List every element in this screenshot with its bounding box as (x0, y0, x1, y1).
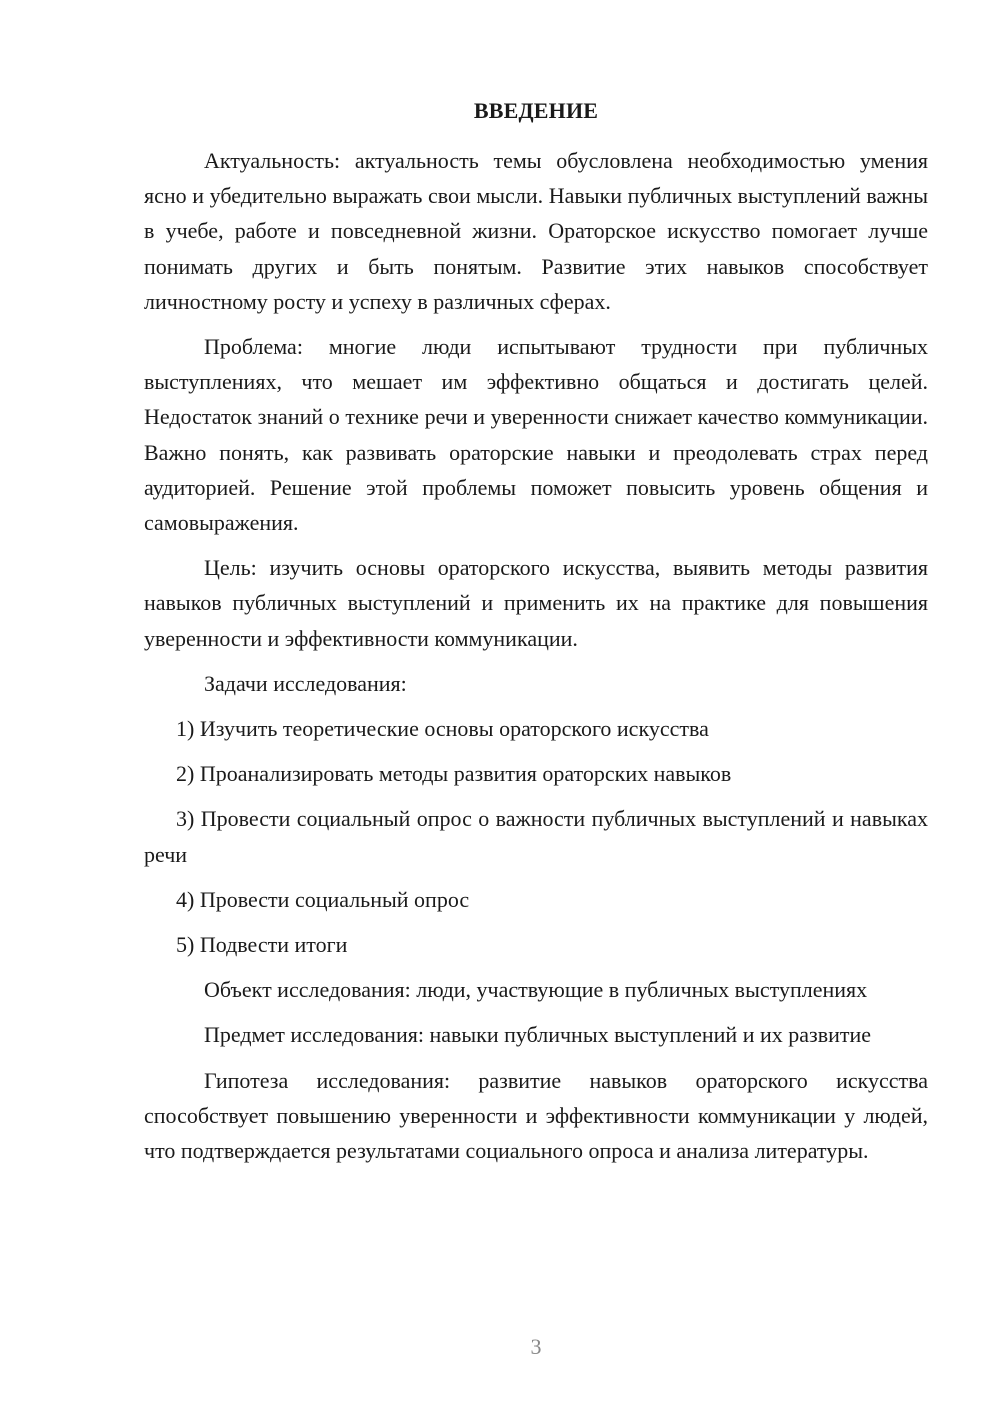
paragraph-tasks-heading: Задачи исследования: (204, 670, 407, 696)
task-list-item: 3) Провести социальный опрос о важности публичных выступлений и навыках речи (144, 806, 928, 867)
task-list-item: 4) Провести социальный опрос (176, 886, 470, 912)
paragraph-hypothesis: Гипотеза исследования: развитие навыков ораторского искусства способствует повышению уверенности и эффективности коммуникации у людей, что подтверждается результатами социального опроса и анализа литературы. (144, 1067, 928, 1164)
document-body (144, 143, 928, 1178)
task-list-item: 5) Подвести итоги (176, 932, 348, 958)
paragraph-goal: Цель: изучить основы ораторского искусства, выявить методы развития навыков публичных выступлений и применить их на практике для повышения уверенности и эффективности коммуникации. (144, 555, 928, 651)
paragraph-problem: Проблема: многие люди испытывают трудности при публичных выступлениях, что мешает им эффективно общаться и достигать целей. Недостаток знаний о технике речи и уверенности снижает качество коммуникации. Важно понять, как развивать ораторские навыки и преодолевать страх перед аудиторией. Решение этой проблемы поможет повысить уровень общения и самовыражения. (144, 334, 928, 536)
task-list-item: 1) Изучить теоретические основы ораторского искусства (176, 716, 709, 742)
page-title: ВВЕДЕНИЕ (473, 98, 599, 123)
paragraph-subject: Предмет исследования: навыки публичных выступлений и их развитие (204, 1022, 872, 1048)
page-number: 3 (530, 1334, 542, 1359)
paragraph-object: Объект исследования: люди, участвующие в публичных выступлениях (204, 977, 868, 1003)
task-list-item: 2) Проанализировать методы развития ораторских навыков (176, 761, 732, 787)
paragraph-relevance: Актуальность: актуальность темы обусловлена необходимостью умения ясно и убедительно выражать свои мысли. Навыки публичных выступлений важны в учебе, работе и повседневной жизни. Ораторское искусство помогает лучше понимать других и быть понятым. Развитие этих навыков способствует личностному росту и успеху в различных сферах. (144, 148, 928, 314)
